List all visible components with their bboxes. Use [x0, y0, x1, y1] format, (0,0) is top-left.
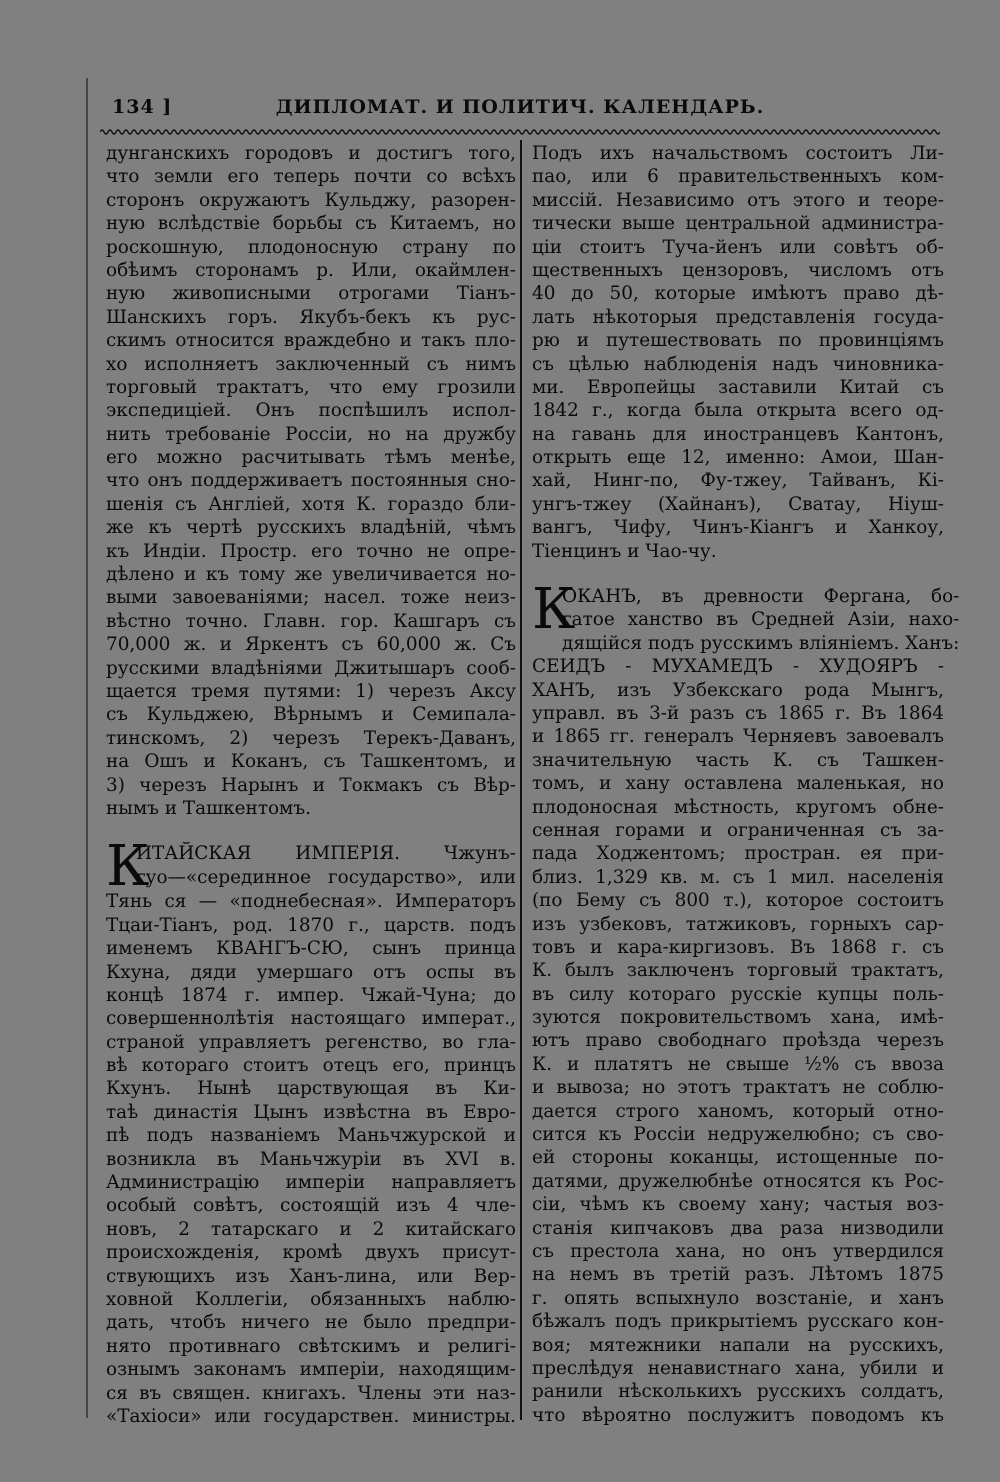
text-line: дунганскихъ городовъ и достигъ того, — [106, 143, 516, 164]
text-line: дѣлено и къ тому же увеличивается но- — [106, 564, 516, 586]
text-line: сторонъ окружаютъ Кульджу, разорен- — [106, 189, 516, 211]
text-line: на Ошъ и Коканъ, съ Ташкентомъ, и — [106, 751, 516, 773]
text-line: рю и путешествовать по провинціямъ — [532, 330, 944, 352]
text-line: ствующихъ изъ Ханъ-лина, или Вер- — [106, 1265, 516, 1287]
text-line: именемъ КВАНГЪ-СЮ, сынъ принца — [106, 938, 516, 960]
text-line: ознымъ законамъ имперіи, находящим- — [106, 1359, 516, 1381]
text-line: съ цѣлью наблюденія надъ чиновника- — [532, 353, 944, 375]
text-line: ОКАНЪ, въ древности Фергана, бо- — [562, 586, 960, 608]
text-line: изъ узбековъ, татжиковъ, горныхъ сар- — [532, 913, 944, 935]
text-line: что вѣроятно послужитъ поводомъ къ — [532, 1404, 944, 1426]
text-line: управл. въ 3-й разъ съ 1865 г. Въ 1864 — [532, 702, 944, 724]
text-line: ся въ священ. книгахъ. Члены эти наз- — [106, 1382, 516, 1404]
text-line: ную вслѣдствіе борьбы съ Китаемъ, но — [106, 213, 516, 235]
text-line: бѣжалъ подъ прикрытіемъ русскаго кон- — [532, 1311, 944, 1333]
text-line: сіи, чѣмъ къ своему хану; частыя воз- — [532, 1194, 944, 1216]
text-line: 3) черезъ Нарынъ и Токмакъ съ Вѣр- — [106, 774, 516, 796]
right-paragraph-1 — [532, 142, 944, 563]
text-line: плодоносная мѣстность, кругомъ обне- — [532, 796, 944, 818]
text-line: на немъ въ третій разъ. Лѣтомъ 1875 — [532, 1264, 944, 1286]
text-line: роскошную, плодоносную страну по — [106, 236, 516, 258]
text-line: датями, дружелюбнѣе относятся къ Рос- — [532, 1170, 944, 1192]
text-line: станія кипчаковъ два раза низводили — [532, 1217, 944, 1239]
dropcap-letter: К — [106, 834, 150, 900]
text-line: товъ и кара-киргизовъ. Въ 1868 г. съ — [532, 936, 944, 958]
text-line: дящійся подъ русскимъ вліяніемъ. Ханъ: — [562, 632, 960, 654]
text-line: гуо—«серединное государство», или — [136, 866, 516, 888]
text-line: гатое ханство въ Средней Азіи, нахо- — [562, 609, 960, 631]
text-line: новъ, 2 татарскаго и 2 китайскаго — [106, 1218, 516, 1240]
text-line: обѣимъ сторонамъ р. Или, окаймлен- — [106, 259, 516, 281]
text-line: возникла въ Маньчжуріи въ XVI в. — [106, 1148, 516, 1170]
text-line: Тцаи-Тіанъ, род. 1870 г., царств. подъ — [106, 914, 516, 936]
text-line: торговый трактатъ, что ему грозили — [106, 376, 516, 398]
text-line: пао, или 6 правительственныхъ ком- — [532, 166, 944, 188]
text-line: хай, Нинг-по, Фу-тжеу, Тайванъ, Кі- — [532, 470, 944, 492]
text-line: особый совѣтъ, состоящій изъ 4 чле- — [106, 1195, 516, 1217]
text-line: «Тахіоси» или государствен. министры. — [106, 1405, 516, 1427]
text-line: лать нѣкоторыя представленія госуда- — [532, 306, 944, 328]
text-line: тинскомъ, 2) черезъ Терекъ-Даванъ, — [106, 727, 516, 749]
text-line: ей стороны коканцы, истощенные по- — [532, 1147, 944, 1169]
text-line: и 1865 гг. генералъ Черняевъ завоевалъ — [532, 726, 944, 748]
text-line: унгъ-тжеу (Хайнанъ), Сватау, Ніуш- — [532, 493, 944, 515]
text-line: 40 до 50, которые имѣютъ право дѣ- — [532, 283, 944, 305]
text-line: СЕИДЪ - МУХАМЕДЪ - ХУДОЯРЪ - — [532, 656, 944, 678]
text-line: сится къ Россіи недружелюбно; съ сво- — [532, 1124, 944, 1146]
text-line: щественныхъ цензоровъ, числомъ отъ — [532, 259, 944, 281]
text-line: Тянь ся — «поднебесная». Императоръ — [106, 891, 516, 913]
text-line: сенная горами и ограниченная съ за- — [532, 819, 944, 841]
page-number: 134 ] — [112, 96, 173, 118]
left-paragraph-1 — [106, 142, 516, 820]
text-line: его можно расчитывать тѣмъ менѣе, — [106, 447, 516, 469]
text-line: г. опять вспыхнуло возстаніе, и ханъ — [532, 1287, 944, 1309]
text-line: въ силу котораго русскіе купцы поль- — [532, 983, 944, 1005]
text-line: пада Ходжентомъ; простран. ея при- — [532, 843, 944, 865]
text-line: ютъ право свободнаго проѣзда черезъ — [532, 1030, 944, 1052]
text-line: дать, чтобъ ничего не было предпри- — [106, 1312, 516, 1334]
text-line: Кхунъ. Нынѣ царствующая въ Ки- — [106, 1078, 516, 1100]
text-line: нято противнаго свѣтскимъ и религі- — [106, 1335, 516, 1357]
text-line: ціи стоитъ Туча-йенъ или совѣтъ об- — [532, 236, 944, 258]
text-line: русскими владѣніями Джитышаръ сооб- — [106, 657, 516, 679]
text-line: зуются покровительствомъ хана, имѣ- — [532, 1007, 944, 1029]
page-edge-line — [86, 78, 88, 1418]
text-line: К. былъ заключенъ торговый трактатъ, — [532, 960, 944, 982]
dropcap-letter: К — [532, 577, 576, 643]
text-line: Тіенцинъ и Чао-чу. — [532, 540, 717, 562]
text-line: Администрацію имперіи направляетъ — [106, 1172, 516, 1194]
text-line: К. и платятъ не свыше ½% съ ввоза — [532, 1053, 944, 1075]
text-line: ранили нѣсколькихъ русскихъ солдатъ, — [532, 1381, 944, 1403]
right-section-kokand — [532, 577, 960, 655]
text-line: что земли его теперь почти со всѣхъ — [106, 166, 516, 188]
left-section-china-body — [106, 890, 516, 1428]
text-line: преслѣдуя ненавистнаго хана, убили и — [532, 1357, 944, 1379]
text-line: ную живописными отрогами Тіанъ- — [106, 283, 516, 305]
text-line: шенія съ Англіей, хотя К. гораздо бли- — [106, 493, 516, 515]
text-line: 1842 г., когда была открыта всего од- — [532, 400, 944, 422]
text-line: страной управляетъ регенство, во гла- — [106, 1031, 516, 1053]
text-line: дается строго ханомъ, который отно- — [532, 1100, 944, 1122]
right-column — [532, 142, 960, 1427]
header-title: ДИПЛОМАТ. И ПОЛИТИЧ. КАЛЕНДАРЬ. — [275, 96, 765, 118]
text-line: концѣ 1874 г. импер. Чжай-Чуна; до — [106, 984, 516, 1006]
text-line: совершеннолѣтія настоящаго императ., — [106, 1008, 516, 1030]
text-line: скимъ относится враждебно и такъ пло- — [106, 330, 516, 352]
text-line: миссій. Независимо отъ этого и теоре- — [532, 189, 944, 211]
text-line: Шанскихъ горъ. Якубъ-бекъ къ рус- — [106, 306, 516, 328]
header-wavy-rule — [100, 127, 940, 137]
text-line: ховной Коллегіи, обязанныхъ наблю- — [106, 1288, 516, 1310]
text-line: съ Кульджею, Вѣрнымъ и Семипала- — [106, 704, 516, 726]
text-line: Подъ ихъ начальствомъ состоитъ Ли- — [532, 143, 944, 164]
running-header — [100, 92, 940, 126]
text-line: значительную часть К. съ Ташкен- — [532, 749, 944, 771]
text-line: 70,000 ж. и Яркентъ съ 60,000 ж. Съ — [106, 634, 516, 656]
text-line: пѣ подъ названіемъ Маньчжурской и — [106, 1125, 516, 1147]
text-line: таѣ династія Цынъ извѣстна въ Евро- — [106, 1101, 516, 1123]
text-line: происхожденія, кромѣ двухъ присут- — [106, 1242, 516, 1264]
text-line: съ престола хана, но онъ утвердился — [532, 1240, 944, 1262]
text-line: вѣ котораго стоитъ отецъ его, принцъ — [106, 1055, 516, 1077]
text-line: на гавань для иностранцевъ Кантонъ, — [532, 423, 944, 445]
text-line: экспедиціей. Онъ поспѣшилъ испол- — [106, 400, 516, 422]
text-line: щается тремя путями: 1) черезъ Аксу — [106, 680, 516, 702]
text-line: что онъ поддерживаетъ постоянныя сно- — [106, 470, 516, 492]
text-line: ХАНЪ, изъ Узбекскаго рода Мынгъ, — [532, 679, 944, 701]
left-column — [106, 142, 516, 1428]
text-line: вангъ, Чифу, Чинъ-Кіангъ и Ханкоу, — [532, 517, 944, 539]
text-line: близ. 1,329 кв. м. съ 1 мил. населенія — [532, 866, 944, 888]
text-line: хо исполняетъ заключенный съ нимъ — [106, 353, 516, 375]
left-section-china — [106, 834, 516, 900]
text-line: выми завоеваніями; насел. тоже неиз- — [106, 587, 516, 609]
text-line: ми. Европейцы заставили Китай съ — [532, 376, 944, 398]
text-line: нымъ и Ташкентомъ. — [106, 797, 311, 819]
text-line: томъ, и хану оставлена маленькая, но — [532, 773, 944, 795]
column-divider — [520, 140, 522, 1420]
text-line: открыть еще 12, именно: Амои, Шан- — [532, 447, 944, 469]
text-line: (по Бему съ 800 т.), которое состоитъ — [532, 890, 944, 912]
text-line: Кхуна, дяди умершаго отъ оспы въ — [106, 961, 516, 983]
text-line: же къ чертѣ русскихъ владѣній, чѣмъ — [106, 517, 516, 539]
text-line: нить требованіе Россіи, но на дружбу — [106, 423, 516, 445]
text-line: тически выше центральной администра- — [532, 213, 944, 235]
text-line: воя; мятежники напали на русскихъ, — [532, 1334, 944, 1356]
right-section-kokand-body — [532, 655, 944, 1427]
text-line: къ Индіи. Простр. его точно не опре- — [106, 540, 516, 562]
text-line: вѣстно точно. Главн. гор. Кашгаръ съ — [106, 610, 516, 632]
text-line: ИТАЙСКАЯ ИМПЕРІЯ. Чжунъ- — [136, 843, 516, 865]
text-line: и вывоза; но этотъ трактатъ не соблю- — [532, 1077, 944, 1099]
